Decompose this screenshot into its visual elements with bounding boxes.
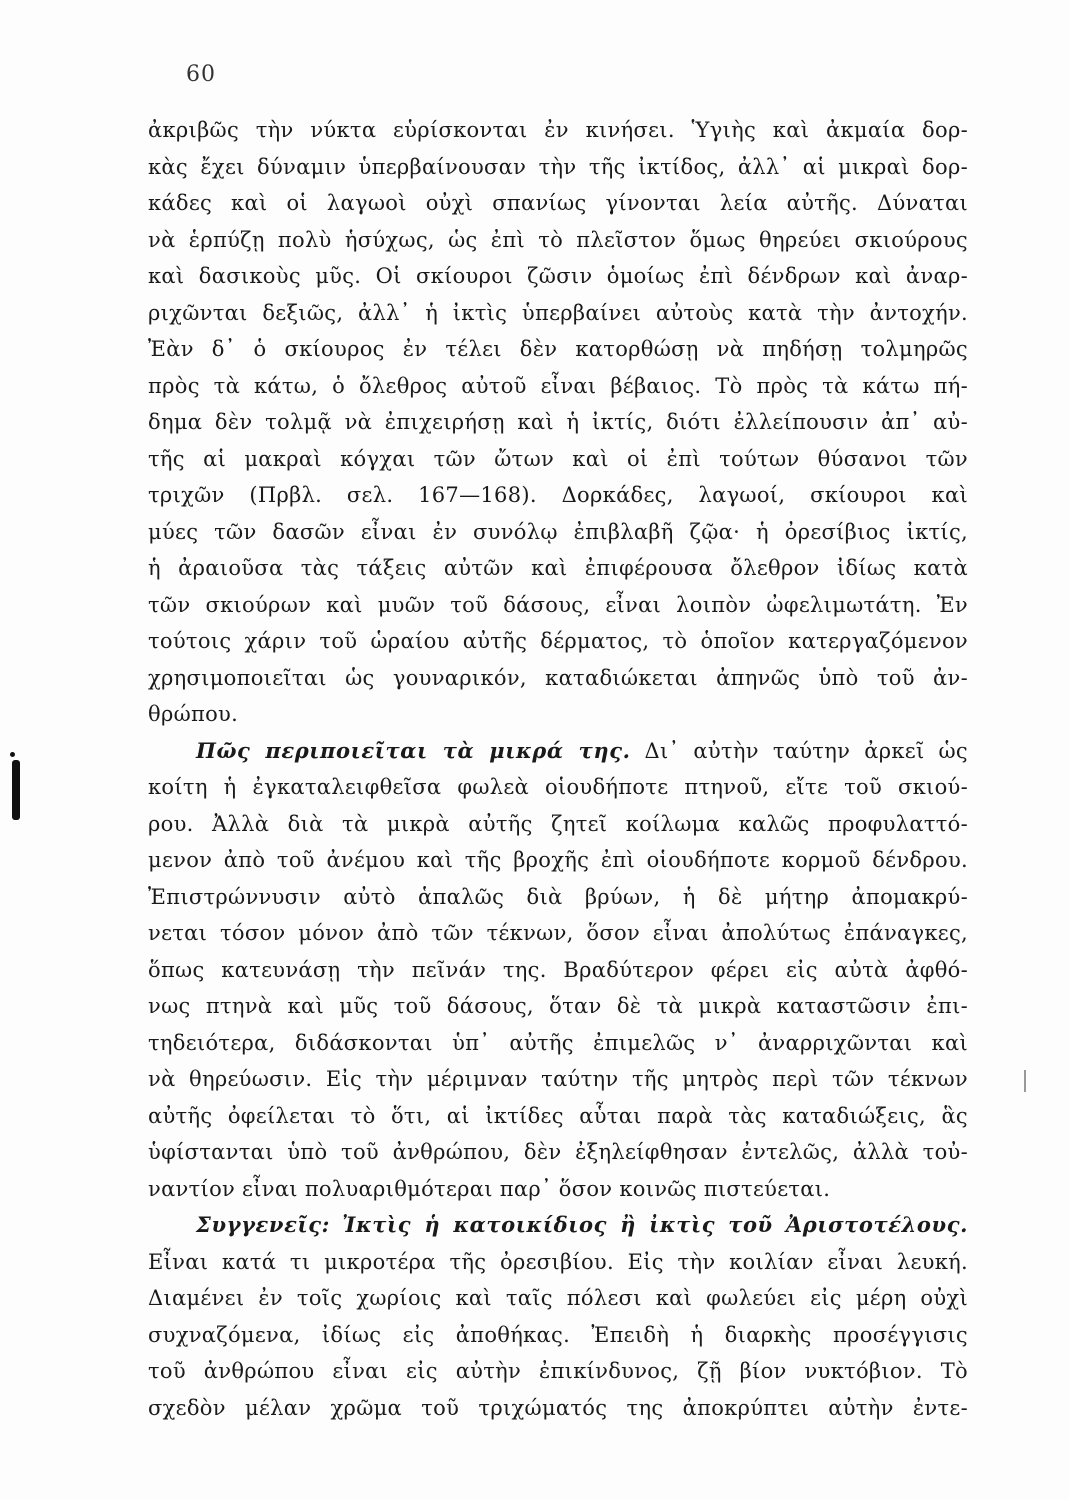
text-line: νεται τόσον μόνον ἀπὸ τῶν τέκνων, ὅσον εἶναι ἀπολύτως ἐπάναγκες, [148,921,968,945]
text-line: τούτοις χάριν τοῦ ὡραίου αὐτῆς δέρματος, τὸ ὁποῖον κατεργαζόμενον [148,629,968,653]
text-line: χρησιμοποιεῖται ὡς γουναρικόν, καταδιώκεται ἀπηνῶς ὑπὸ τοῦ ἀν- [148,665,968,690]
text-line: νὰ ἑρπύζῃ πολὺ ἡσύχως, ὡς ἐπὶ τὸ πλεῖστον ὅμως θηρεύει σκιούρους [148,227,968,252]
section-heading: Πῶς περιποιεῖται τὰ μικρά της. [196,737,631,763]
text-line: νως πτηνὰ καὶ μῦς τοῦ δάσους, ὅταν δὲ τὰ μικρὰ καταστῶσιν ἐπι- [148,994,968,1018]
text-line: μύες τῶν δασῶν εἶναι ἐν συνόλῳ ἐπιβλαβῆ ζῷα· ἡ ὀρεσίβιος ἰκτίς, [148,519,968,544]
text-line: Εἶναι κατά τι μικροτέρα τῆς ὀρεσιβίου. Εἰς τὴν κοιλίαν εἶναι λευκή. [148,1249,968,1274]
text-line: ναντίον εἶναι πολυαριθμότεραι παρ᾽ ὅσον κοινῶς πιστεύεται. [148,1176,831,1201]
text-line: Ἐπιστρώννυσιν αὐτὸ ἁπαλῶς διὰ βρύων, ἡ δὲ μήτηρ ἀπομακρύ- [148,884,968,909]
text-line: κάδες καὶ οἱ λαγωοὶ οὐχὶ σπανίως γίνονται λεία αὐτῆς. Δύναται [148,191,968,215]
text-line: μενον ἀπὸ τοῦ ἀνέμου καὶ τῆς βροχῆς ἐπὶ οἱουδήποτε κορμοῦ δένδρου. [148,848,968,872]
text-line: θρώπου. [148,702,239,726]
text-line: Διαμένει ἐν τοῖς χωρίοις καὶ ταῖς πόλεσι καὶ φωλεύει εἰς μέρη οὐχὶ [148,1286,968,1310]
text-line: νὰ θηρεύωσιν. Εἰς τὴν μέριμναν ταύτην τῆς μητρὸς περὶ τῶν τέκνων [148,1067,968,1091]
page-number: 60 [186,62,216,87]
section-heading: Συγγενεῖς: [196,1212,330,1237]
text-line: τῶν σκιούρων καὶ μυῶν τοῦ δάσους, εἶναι λοιπὸν ὠφελιμωτάτη. Ἐν [148,592,968,617]
text-line: κὰς ἔχει δύναμιν ὑπερβαίνουσαν τὴν τῆς ἰκτίδος, ἀλλ᾽ αἱ μικραὶ δορ- [148,154,968,179]
margin-ink-mark [12,760,20,820]
margin-ink-dot [10,752,15,757]
text-line: καὶ δασικοὺς μῦς. Οἱ σκίουροι ζῶσιν ὁμοίως ἐπὶ δένδρων καὶ ἀναρ- [148,264,968,288]
text-line: ἡ ἀραιοῦσα τὰς τάξεις αὐτῶν καὶ ἐπιφέρουσα ὄλεθρον ἰδίως κατὰ [148,556,968,580]
text-line: αὐτῆς ὀφείλεται τὸ ὅτι, αἱ ἰκτίδες αὗται παρὰ τὰς καταδιώξεις, ἃς [148,1103,968,1128]
text-line: πρὸς τὰ κάτω, ὁ ὄλεθρος αὐτοῦ εἶναι βέβαιος. Τὸ πρὸς τὰ κάτω πή- [148,373,968,398]
margin-tick-mark [1024,1070,1026,1092]
text-line: Ἐὰν δ᾽ ὁ σκίουρος ἐν τέλει δὲν κατορθώσῃ νὰ πηδήσῃ τολμηρῶς [148,337,968,361]
text-line: τηδειότερα, διδάσκονται ὑπ᾽ αὐτῆς ἐπιμελῶς ν᾽ ἀναρριχῶνται καὶ [148,1030,968,1055]
text-line: σχεδὸν μέλαν χρῶμα τοῦ τριχώματός της ἀποκρύπτει αὐτὴν ἐντε- [148,1395,968,1420]
text-line: ἀκριβῶς τὴν νύκτα εὑρίσκονται ἐν κινήσει. Ὑγιὴς καὶ ἀκμαία δορ- [148,118,968,142]
text-line: κοίτη ἡ ἐγκαταλειφθεῖσα φωλεὰ οἱουδήποτε πτηνοῦ, εἴτε τοῦ σκιού- [148,775,968,799]
text-line: ρου. Ἀλλὰ διὰ τὰ μικρὰ αὐτῆς ζητεῖ κοίλωμα καλῶς προφυλαττό- [148,811,968,836]
text-line: τοῦ ἀνθρώπου εἶναι εἰς αὐτὴν ἐπικίνδυνος, ζῇ βίον νυκτόβιον. Τὸ [148,1359,968,1383]
text-line: συχναζόμενα, ἰδίως εἰς ἀποθήκας. Ἐπειδὴ ἡ διαρκὴς προσέγγισις [148,1322,968,1347]
section-heading-line [148,733,968,770]
text-line: ριχῶνται δεξιῶς, ἀλλ᾽ ἡ ἰκτὶς ὑπερβαίνει αὐτοὺς κατὰ τὴν ἀντοχήν. [148,300,968,325]
text-line: ὅπως κατευνάσῃ τὴν πεῖνάν της. Βραδύτερον φέρει εἰς αὐτὰ ἀφθό- [148,957,968,982]
section-heading-line [148,1207,968,1244]
text-line: δημα δὲν τολμᾷ νὰ ἐπιχειρήσῃ καὶ ἡ ἰκτίς, διότι ἐλλείπουσιν ἀπ᾽ αὐ- [148,410,968,434]
section-heading-rest: Δι᾽ αὐτὴν ταύτην ἀρκεῖ ὡς [644,738,968,763]
section-heading-rest: Ἰκτὶς ἡ κατοικίδιος ἢ ἰκτὶς τοῦ Ἀριστοτέλους. [342,1212,968,1237]
body-text [148,112,968,1426]
text-line: τριχῶν (Πρβλ. σελ. 167—168). Δορκάδες, λαγωοί, σκίουροι καὶ [148,483,968,507]
text-line: ὑφίστανται ὑπὸ τοῦ ἀνθρώπου, δὲν ἐξηλείφθησαν ἐντελῶς, ἀλλὰ τοὐ- [148,1140,968,1164]
text-line: τῆς αἱ μακραὶ κόγχαι τῶν ὤτων καὶ οἱ ἐπὶ τούτων θύσανοι τῶν [148,446,968,471]
